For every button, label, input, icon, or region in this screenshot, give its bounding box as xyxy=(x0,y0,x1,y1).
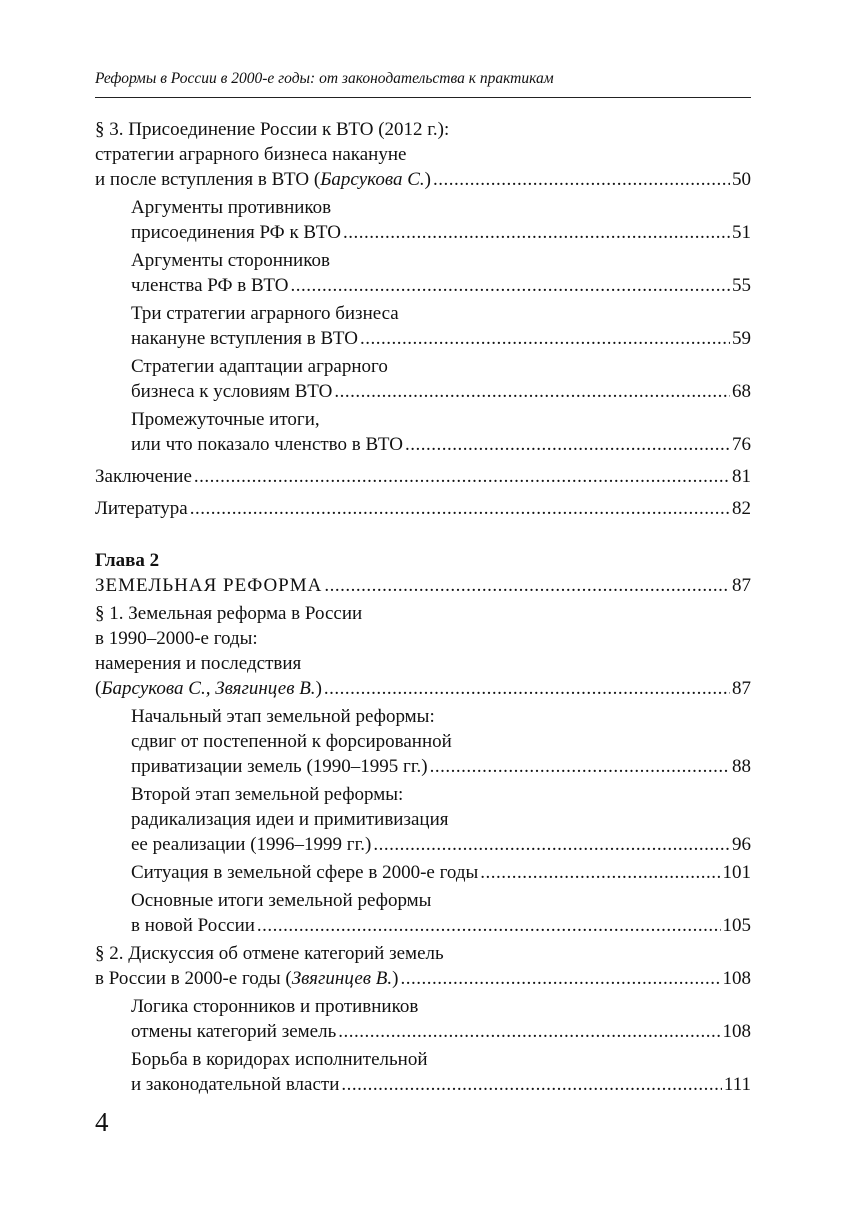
dot-leader xyxy=(343,220,730,245)
toc-line-last xyxy=(95,464,751,489)
toc-subsection[interactable] xyxy=(95,860,751,885)
toc-line: Начальный этап земельной реформы: xyxy=(131,706,435,727)
page-ref: 105 xyxy=(722,915,751,936)
author-name: Барсукова С., Звягинцев В. xyxy=(101,678,316,699)
toc-line-last xyxy=(131,832,751,857)
toc-line: сдвиг от постепенной к форсированной xyxy=(131,731,452,752)
toc-line: Три стратегии аграрного бизнеса xyxy=(131,303,399,324)
toc-section-3[interactable] xyxy=(95,117,751,192)
page-ref: 111 xyxy=(723,1074,751,1095)
toc-title-end: (Барсукова С., Звягинцев В.) xyxy=(95,678,322,699)
toc-title-end: отмены категорий земель xyxy=(131,1021,337,1042)
toc-line-last xyxy=(131,913,751,938)
chapter-label: Глава 2 xyxy=(95,550,160,571)
dot-leader xyxy=(373,832,730,857)
page-ref: 87 xyxy=(732,575,751,596)
toc-line-last xyxy=(95,167,751,192)
dot-leader xyxy=(400,966,720,991)
page-ref: 81 xyxy=(732,466,751,487)
header-rule xyxy=(95,97,751,98)
toc-line: в 1990–2000-е годы: xyxy=(95,628,258,649)
page-ref: 59 xyxy=(732,328,751,349)
toc-line-last xyxy=(131,754,751,779)
toc-section-2[interactable] xyxy=(95,941,751,991)
toc-subsection[interactable] xyxy=(95,407,751,457)
toc-title-end: или что показало членство в ВТО xyxy=(131,434,403,455)
toc-subsection[interactable] xyxy=(95,1047,751,1097)
toc-line: Стратегии адаптации аграрного xyxy=(131,356,388,377)
dot-leader xyxy=(291,273,730,298)
toc-line: Аргументы сторонников xyxy=(131,250,330,271)
page-ref: 68 xyxy=(732,381,751,402)
toc-line-last xyxy=(95,676,751,701)
page-ref: 55 xyxy=(732,275,751,296)
toc-title-end: и законодательной власти xyxy=(131,1074,340,1095)
page-ref: 101 xyxy=(722,862,751,883)
toc-subsection[interactable] xyxy=(95,195,751,245)
toc-line: Промежуточные итоги, xyxy=(131,409,320,430)
toc-conclusion[interactable] xyxy=(95,464,751,489)
toc-subsection[interactable] xyxy=(95,888,751,938)
page-ref: 88 xyxy=(732,756,751,777)
toc-chapter-2[interactable] xyxy=(95,548,751,598)
toc-line-last xyxy=(95,966,751,991)
dot-leader xyxy=(190,496,730,521)
toc-subsection[interactable] xyxy=(95,782,751,857)
running-header: Реформы в России в 2000-е годы: от законодательства к практикам xyxy=(95,70,554,87)
toc-literature[interactable] xyxy=(95,496,751,521)
toc-line-last xyxy=(131,432,751,457)
toc-line: § 3. Присоединение России к ВТО (2012 г.): xyxy=(95,119,450,140)
page-ref: 108 xyxy=(722,968,751,989)
dot-leader xyxy=(480,860,720,885)
toc-title-end: Заключение xyxy=(95,466,192,487)
page-number: 4 xyxy=(95,1107,109,1137)
toc-line-last xyxy=(95,496,751,521)
dot-leader xyxy=(334,379,730,404)
page-ref: 87 xyxy=(732,678,751,699)
dot-leader xyxy=(324,573,730,598)
toc-line: Аргументы противников xyxy=(131,197,332,218)
page-ref: 96 xyxy=(732,834,751,855)
toc-line-last xyxy=(131,326,751,351)
toc-title-end: в новой России xyxy=(131,915,255,936)
table-of-contents xyxy=(95,117,751,1097)
toc-line: намерения и последствия xyxy=(95,653,302,674)
toc-line: радикализация идеи и примитивизация xyxy=(131,809,449,830)
page-ref: 50 xyxy=(732,169,751,190)
toc-line: Борьба в коридорах исполнительной xyxy=(131,1049,428,1070)
toc-title-end: бизнеса к условиям ВТО xyxy=(131,381,333,402)
toc-line: § 1. Земельная реформа в России xyxy=(95,603,363,624)
page-ref: 76 xyxy=(732,434,751,455)
author-name: Барсукова С. xyxy=(320,169,425,190)
author-name: Звягинцев В. xyxy=(291,968,393,989)
toc-line: § 2. Дискуссия об отмене категорий земель xyxy=(95,943,444,964)
dot-leader xyxy=(338,1019,720,1044)
dot-leader xyxy=(194,464,730,489)
dot-leader xyxy=(433,167,730,192)
toc-line-last xyxy=(131,220,751,245)
toc-line-last xyxy=(131,273,751,298)
toc-title-end: ее реализации (1996–1999 гг.) xyxy=(131,834,372,855)
toc-title-end: в России в 2000-е годы (Звягинцев В.) xyxy=(95,968,399,989)
toc-line-last xyxy=(131,379,751,404)
toc-subsection[interactable] xyxy=(95,248,751,298)
dot-leader xyxy=(405,432,730,457)
toc-line-last xyxy=(131,1072,751,1097)
toc-line-last xyxy=(131,860,751,885)
toc-subsection[interactable] xyxy=(95,354,751,404)
toc-title-end: накануне вступления в ВТО xyxy=(131,328,358,349)
toc-subsection[interactable] xyxy=(95,994,751,1044)
toc-line: Второй этап земельной реформы: xyxy=(131,784,404,805)
toc-line: Основные итоги земельной реформы xyxy=(131,890,432,911)
toc-title-end: Ситуация в земельной сфере в 2000-е годы xyxy=(131,862,479,883)
toc-title-end: членства РФ в ВТО xyxy=(131,275,289,296)
dot-leader xyxy=(430,754,730,779)
toc-title-end: и после вступления в ВТО (Барсукова С.) xyxy=(95,169,431,190)
page-ref: 108 xyxy=(722,1021,751,1042)
dot-leader xyxy=(341,1072,722,1097)
page-ref: 82 xyxy=(732,498,751,519)
toc-title-end: Литература xyxy=(95,498,188,519)
toc-line-last xyxy=(131,1019,751,1044)
toc-title-end: присоединения РФ к ВТО xyxy=(131,222,341,243)
toc-line-last xyxy=(95,573,751,598)
toc-line: стратегии аграрного бизнеса накануне xyxy=(95,144,407,165)
dot-leader xyxy=(257,913,721,938)
page-ref: 51 xyxy=(732,222,751,243)
toc-section-1[interactable] xyxy=(95,601,751,701)
toc-line: Логика сторонников и противников xyxy=(131,996,419,1017)
dot-leader xyxy=(360,326,730,351)
dot-leader xyxy=(324,676,730,701)
toc-subsection[interactable] xyxy=(95,301,751,351)
chapter-title: ЗЕМЕЛЬНАЯ РЕФОРМА xyxy=(95,575,323,596)
toc-subsection[interactable] xyxy=(95,704,751,779)
toc-title-end: приватизации земель (1990–1995 гг.) xyxy=(131,756,428,777)
